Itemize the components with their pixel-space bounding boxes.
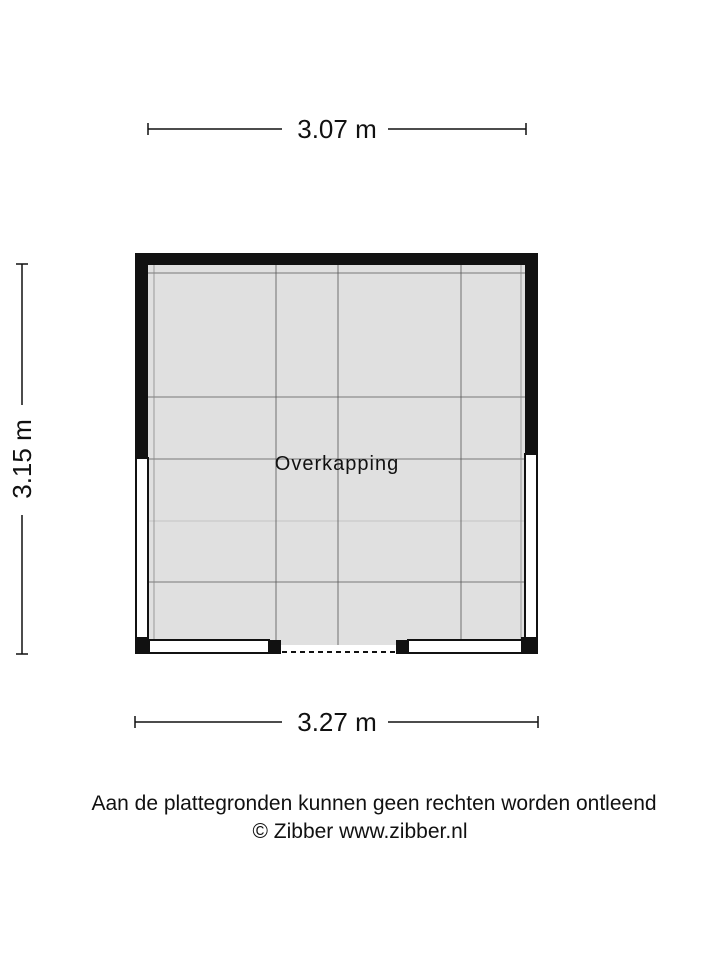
wall-right-upper: [525, 253, 538, 453]
wall-post-bottom-right: [521, 637, 538, 654]
wall-stub-bottom-right: [396, 640, 408, 654]
bottom-dimension: [135, 707, 538, 737]
panel-bottom-left: [149, 640, 269, 653]
top-dimension: [148, 114, 526, 144]
disclaimer-text: Aan de plattegronden kunnen geen rechten worden ontleend: [91, 792, 657, 815]
wall-top: [135, 253, 538, 265]
wall-left-upper: [135, 253, 148, 457]
panel-right: [525, 454, 537, 638]
left-dimension: [7, 264, 37, 654]
panel-bottom-right: [408, 640, 522, 653]
panel-left: [136, 458, 148, 638]
left-dimension-label: 3.15 m: [7, 419, 37, 499]
copyright-text: © Zibber www.zibber.nl: [252, 820, 468, 843]
bottom-dimension-label: 3.27 m: [297, 707, 377, 737]
top-dimension-label: 3.07 m: [297, 114, 377, 144]
wall-post-bottom-left: [135, 637, 149, 654]
room-label: Overkapping: [274, 453, 400, 475]
